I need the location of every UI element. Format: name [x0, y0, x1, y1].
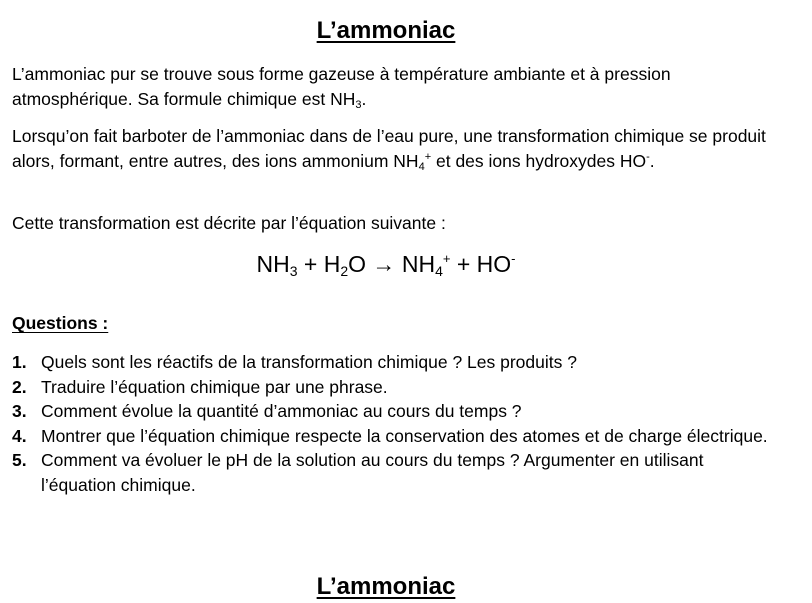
hydroxide-charge: -	[646, 151, 650, 163]
equation-intro: Cette transformation est décrite par l’équation suivante :	[12, 213, 446, 233]
eq-ho-charge: -	[511, 251, 516, 266]
question-text: Quels sont les réactifs de la transformation chimique ? Les produits ?	[41, 352, 577, 372]
eq-nh4: NH	[401, 251, 436, 277]
eq-ho: HO	[476, 251, 512, 277]
eq-h: H	[323, 251, 341, 277]
list-item	[12, 448, 782, 497]
question-number: 5.	[12, 450, 27, 470]
ammonium-charge: +	[424, 151, 432, 163]
eq-h2-sub: 2	[340, 263, 349, 279]
reaction-text-1: Lorsqu’on fait barboter de l’ammoniac dans de l’eau pure, une transformation chimique se produit alors, formant, entre autres, des ions ammonium NH	[12, 126, 766, 171]
reaction-text-2: et des ions hydroxydes HO	[431, 151, 647, 171]
question-text: Comment va évoluer le pH de la solution au cours du temps ? Argumenter en utilisant l’équation chimique.	[41, 450, 704, 495]
list-item	[12, 424, 782, 449]
eq-nh4-charge: +	[442, 251, 451, 266]
eq-arrow: →	[366, 251, 402, 277]
question-text: Traduire l’équation chimique par une phrase.	[41, 376, 388, 397]
question-number: 1.	[12, 352, 27, 372]
intro-end: .	[361, 89, 367, 109]
list-item	[12, 350, 782, 375]
eq-o: O	[348, 251, 367, 277]
list-item	[12, 375, 782, 400]
reaction-paragraph	[12, 124, 792, 174]
question-text: Comment évolue la quantité d’ammoniac au cours du temps ?	[41, 401, 522, 421]
question-number: 4.	[12, 425, 27, 446]
list-item	[12, 399, 782, 424]
questions-heading: Questions :	[12, 313, 109, 333]
eq-plus-2: +	[450, 251, 477, 277]
intro-text: L’ammoniac pur se trouve sous forme gazeuse à température ambiante et à pression atmosphérique. Sa formule chimique est NH	[12, 64, 671, 109]
eq-plus: +	[297, 251, 324, 277]
page-title: L’ammoniac	[316, 17, 456, 44]
question-number: 3.	[12, 401, 27, 421]
next-page-title: L’ammoniac	[316, 573, 456, 600]
question-number: 2.	[12, 376, 27, 397]
reaction-end: .	[649, 151, 655, 171]
ammonium-subscript: 4	[418, 161, 425, 173]
eq-nh3: NH	[256, 251, 290, 277]
eq-nh3-sub: 3	[289, 263, 298, 279]
eq-nh4-sub: 4	[435, 263, 443, 279]
intro-paragraph	[12, 62, 792, 112]
questions-list	[12, 350, 782, 497]
chemical-equation	[0, 251, 772, 278]
question-text: Montrer que l’équation chimique respecte la conservation des atomes et de charge électrique.	[41, 425, 768, 446]
formula-subscript: 3	[355, 99, 362, 111]
